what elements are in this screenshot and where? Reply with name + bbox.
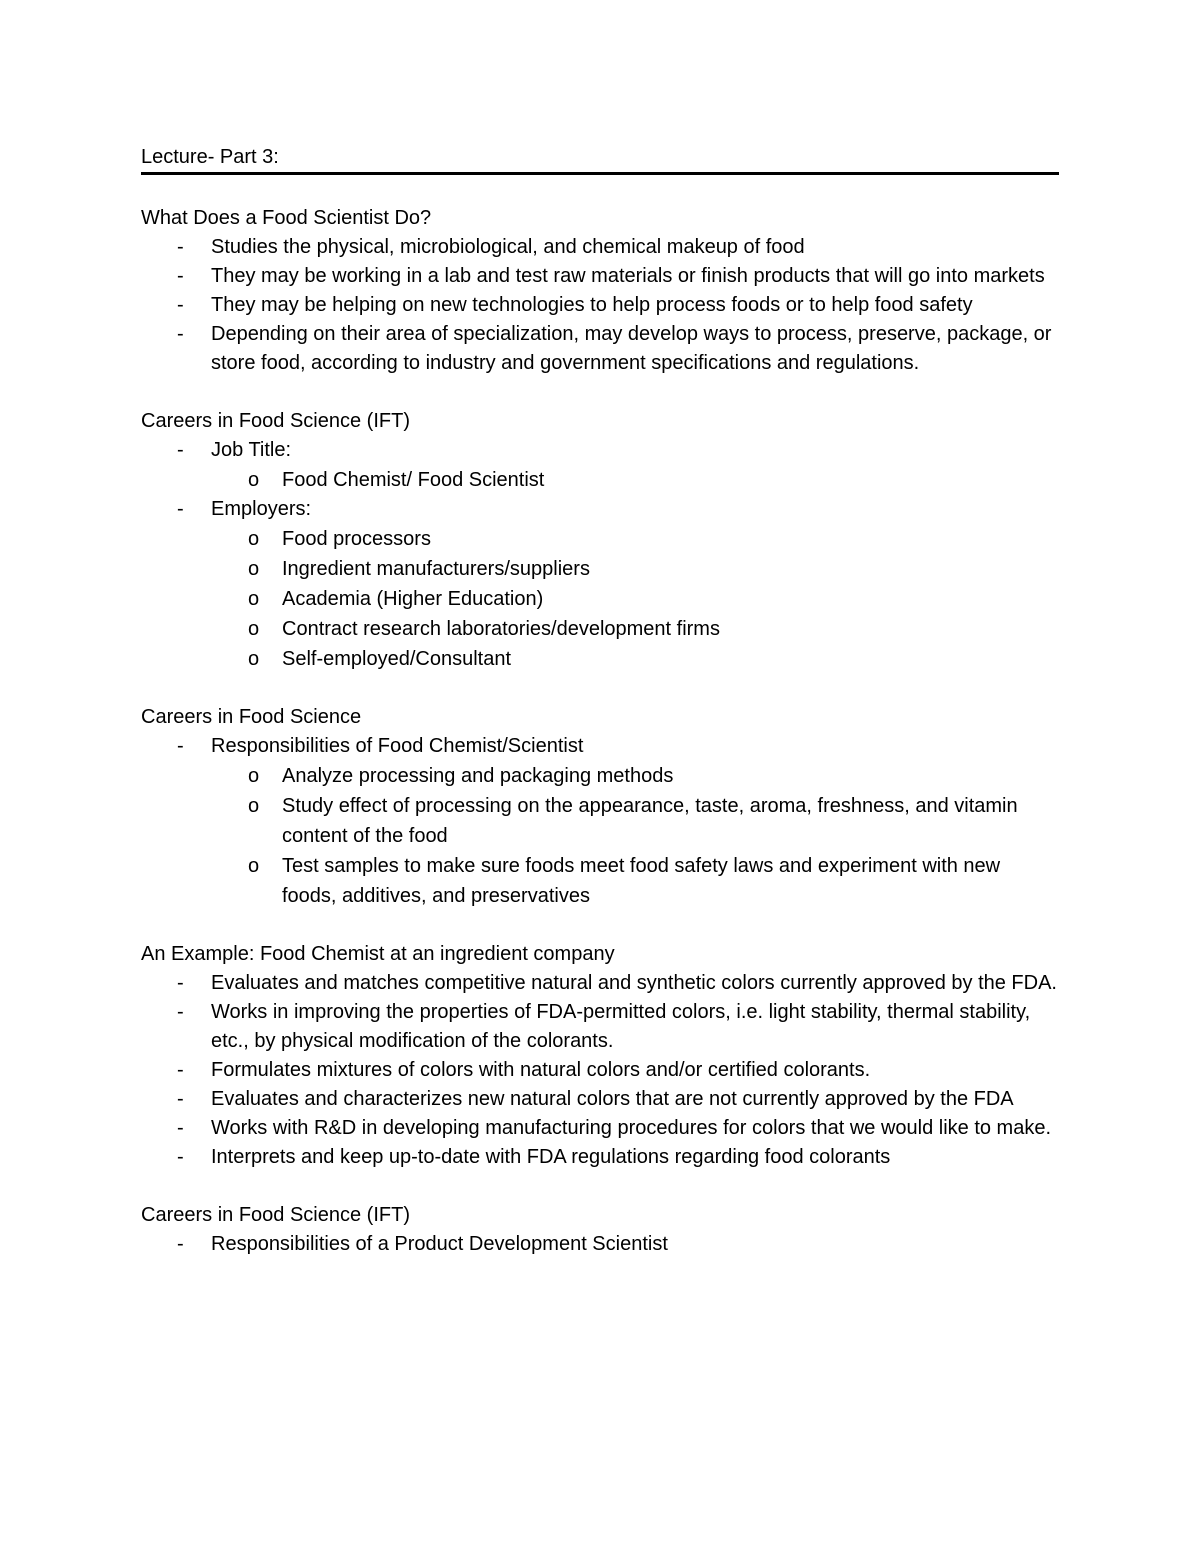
- list-item-text: Depending on their area of specialization, may develop ways to process, preserve, package, or store food, according to industry and government specifications and regulations.: [211, 323, 1052, 374]
- section-heading: Careers in Food Science: [141, 706, 362, 728]
- list-item-text: They may be working in a lab and test raw materials or finish products that will go into markets: [211, 265, 1045, 287]
- list-item: [141, 1230, 1059, 1259]
- dash-bullet: -: [177, 1088, 184, 1110]
- circle-bullet: o: [248, 528, 260, 550]
- section: [141, 703, 1059, 911]
- sub-list-item-text: Ingredient manufacturers/suppliers: [282, 558, 590, 580]
- sub-list-item: [141, 644, 1059, 674]
- list-item: [141, 732, 1059, 911]
- section-heading: What Does a Food Scientist Do?: [141, 207, 432, 229]
- dash-bullet: -: [177, 236, 184, 258]
- list-item: [141, 233, 1059, 262]
- list-item-text: Employers:: [211, 498, 312, 520]
- list-item-text: Responsibilities of a Product Development Scientist: [211, 1233, 668, 1255]
- list-item-text: Evaluates and characterizes new natural colors that are not currently approved by the FDA: [211, 1088, 1014, 1110]
- dash-bullet: -: [177, 1059, 184, 1081]
- list-item: [141, 436, 1059, 495]
- sub-list-item-text: Study effect of processing on the appearance, taste, aroma, freshness, and vitamin content of the food: [282, 795, 1018, 847]
- dash-bullet: -: [177, 294, 184, 316]
- section: [141, 407, 1059, 674]
- dash-bullet: -: [177, 498, 184, 520]
- list-item: [141, 1085, 1059, 1114]
- section-heading: Careers in Food Science (IFT): [141, 1204, 410, 1226]
- sub-list-item: [141, 524, 1059, 554]
- circle-bullet: o: [248, 795, 260, 817]
- list-item-text: Evaluates and matches competitive natural and synthetic colors currently approved by the FDA.: [211, 972, 1057, 994]
- section: [141, 1201, 1059, 1259]
- sub-bullet-list: [211, 465, 1059, 495]
- list-item: [141, 495, 1059, 674]
- bullet-list: [141, 436, 1059, 674]
- sub-list-item-text: Test samples to make sure foods meet food safety laws and experiment with new foods, additives, and preservatives: [282, 855, 1001, 907]
- list-item: [141, 1114, 1059, 1143]
- dash-bullet: -: [177, 1233, 184, 1255]
- sub-bullet-list: [211, 761, 1059, 911]
- list-item: [141, 291, 1059, 320]
- sub-list-item: [141, 851, 1059, 911]
- section: [141, 940, 1059, 1172]
- circle-bullet: o: [248, 469, 260, 491]
- sub-list-item-text: Analyze processing and packaging methods: [282, 765, 674, 787]
- list-item: [141, 320, 1059, 378]
- bullet-list: [141, 1230, 1059, 1259]
- list-item-text: Works in improving the properties of FDA-permitted colors, i.e. light stability, thermal stability, etc., by physical modification of the colorants.: [211, 1001, 1031, 1052]
- sub-list-item-text: Self-employed/Consultant: [282, 648, 512, 670]
- dash-bullet: -: [177, 972, 184, 994]
- dash-bullet: -: [177, 439, 184, 461]
- sub-list-item-text: Academia (Higher Education): [282, 588, 544, 610]
- list-item: [141, 1143, 1059, 1172]
- bullet-list: [141, 969, 1059, 1172]
- list-item: [141, 262, 1059, 291]
- list-item-text: Studies the physical, microbiological, and chemical makeup of food: [211, 236, 805, 258]
- sub-list-item-text: Food Chemist/ Food Scientist: [282, 469, 545, 491]
- sub-bullet-list: [211, 524, 1059, 674]
- list-item: [141, 1056, 1059, 1085]
- sub-list-item-text: Contract research laboratories/development firms: [282, 618, 720, 640]
- dash-bullet: -: [177, 265, 184, 287]
- dash-bullet: -: [177, 1146, 184, 1168]
- dash-bullet: -: [177, 1117, 184, 1139]
- list-item-text: Works with R&D in developing manufacturing procedures for colors that we would like to make.: [211, 1117, 1052, 1139]
- list-item-text: Formulates mixtures of colors with natural colors and/or certified colorants.: [211, 1059, 871, 1081]
- sub-list-item: [141, 761, 1059, 791]
- circle-bullet: o: [248, 558, 260, 580]
- circle-bullet: o: [248, 618, 260, 640]
- sub-list-item-text: Food processors: [282, 528, 431, 550]
- list-item-text: Responsibilities of Food Chemist/Scientist: [211, 735, 584, 757]
- document-body: [141, 143, 1059, 1259]
- list-item-text: They may be helping on new technologies to help process foods or to help food safety: [211, 294, 973, 316]
- list-item-text: Job Title:: [211, 439, 292, 461]
- section-heading: An Example: Food Chemist at an ingredient company: [141, 943, 615, 965]
- circle-bullet: o: [248, 648, 260, 670]
- sub-list-item: [141, 584, 1059, 614]
- dash-bullet: -: [177, 1001, 184, 1023]
- list-item: [141, 969, 1059, 998]
- lecture-title: Lecture- Part 3:: [141, 143, 1059, 175]
- section-heading: Careers in Food Science (IFT): [141, 410, 410, 432]
- dash-bullet: -: [177, 323, 184, 345]
- list-item: [141, 998, 1059, 1056]
- dash-bullet: -: [177, 735, 184, 757]
- sub-list-item: [141, 614, 1059, 644]
- circle-bullet: o: [248, 588, 260, 610]
- sub-list-item: [141, 791, 1059, 851]
- circle-bullet: o: [248, 855, 260, 877]
- circle-bullet: o: [248, 765, 260, 787]
- sections-container: [141, 204, 1059, 1259]
- bullet-list: [141, 732, 1059, 911]
- bullet-list: [141, 233, 1059, 378]
- section: [141, 204, 1059, 378]
- sub-list-item: [141, 465, 1059, 495]
- list-item-text: Interprets and keep up-to-date with FDA regulations regarding food colorants: [211, 1146, 891, 1168]
- sub-list-item: [141, 554, 1059, 584]
